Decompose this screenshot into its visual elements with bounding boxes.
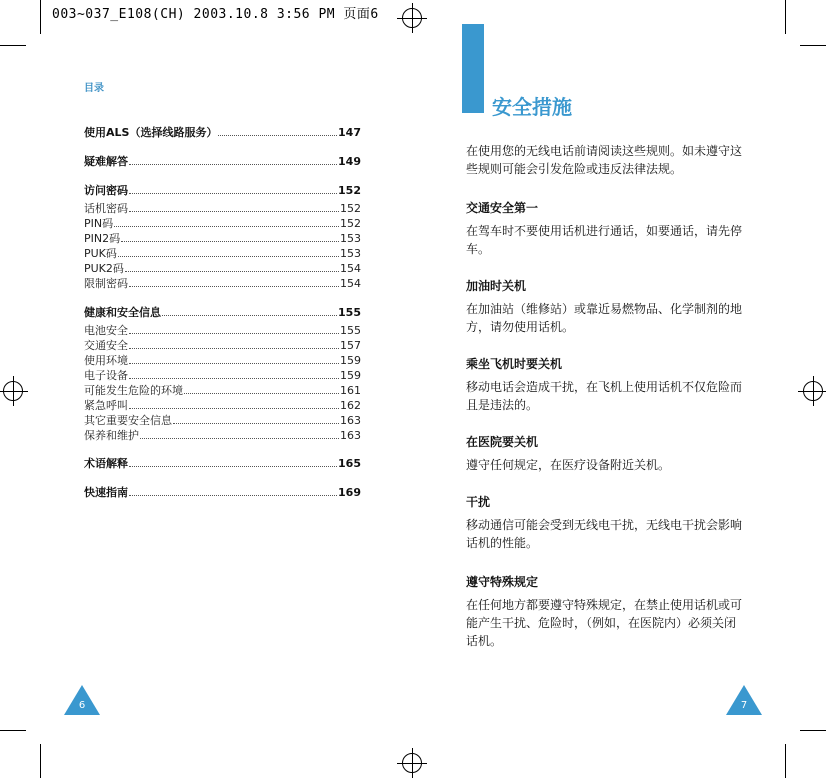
- toc-page: 163: [340, 429, 361, 442]
- leader-dots: [129, 163, 337, 165]
- toc-title: PIN码: [84, 217, 114, 230]
- toc-entry[interactable]: [84, 304, 361, 320]
- section-heading: 交通安全第一: [466, 201, 539, 215]
- section-body: 在加油站（维修站）或靠近易燃物品、化学制剂的地方，请勿使用话机。: [466, 302, 743, 334]
- section-body: 移动电话会造成干扰，在飞机上使用话机不仅危险而且是违法的。: [466, 380, 743, 412]
- leader-dots: [173, 422, 339, 424]
- toc-title: 电子设备: [84, 369, 128, 382]
- toc-page: 153: [340, 247, 361, 260]
- toc-title: 健康和安全信息: [84, 306, 161, 319]
- section-body: 在任何地方都要遵守特殊规定，在禁止使用话机或可能产生干扰、危险时，（例如，在医院内）必须关闭话机。: [466, 598, 743, 648]
- toc-page: 155: [338, 306, 361, 319]
- toc-title: 电池安全: [84, 324, 128, 337]
- toc-title: 可能发生危险的环境: [84, 384, 183, 397]
- leader-dots: [129, 377, 339, 379]
- registration-mark-icon: [803, 381, 823, 401]
- leader-dots: [129, 494, 337, 496]
- section-heading: 乘坐飞机时要关机: [466, 357, 563, 371]
- toc-page: 152: [340, 217, 361, 230]
- toc-page: 165: [338, 457, 361, 470]
- toc-entry[interactable]: [84, 124, 361, 140]
- leader-dots: [218, 134, 337, 136]
- leader-dots: [129, 407, 339, 409]
- leader-dots: [129, 192, 337, 194]
- toc-page: 157: [340, 339, 361, 352]
- toc-entry[interactable]: [84, 215, 361, 231]
- toc-entry[interactable]: [84, 382, 361, 398]
- crop-mark: [0, 45, 26, 46]
- toc-entry[interactable]: [84, 352, 361, 368]
- toc-page: 161: [340, 384, 361, 397]
- crop-mark: [800, 45, 826, 46]
- toc-entry[interactable]: [84, 397, 361, 413]
- leader-dots: [129, 362, 339, 364]
- toc-title: PIN2码: [84, 232, 121, 245]
- page-title: 安全措施: [492, 95, 572, 119]
- toc-page: 154: [340, 277, 361, 290]
- intro-paragraph: 在使用您的无线电话前请阅读这些规则。如未遵守这些规则可能会引发危险或违反法律法规。: [466, 144, 743, 176]
- toc-title: 交通安全: [84, 339, 128, 352]
- toc-title: 访问密码: [84, 184, 128, 197]
- registration-mark-icon: [402, 8, 422, 28]
- leader-dots: [118, 255, 339, 257]
- toc-title: PUK码: [84, 247, 117, 260]
- leader-dots: [114, 225, 339, 227]
- toc-entry[interactable]: [84, 484, 361, 500]
- crop-mark: [800, 730, 826, 731]
- leader-dots: [129, 210, 339, 212]
- toc-entry[interactable]: [84, 337, 361, 353]
- toc-entry[interactable]: [84, 200, 361, 216]
- leader-dots: [184, 392, 339, 394]
- toc-entry[interactable]: [84, 412, 361, 428]
- crop-mark: [40, 0, 41, 34]
- toc-page: 159: [340, 369, 361, 382]
- section-heading: 干扰: [466, 495, 491, 509]
- title-accent-bar: [462, 24, 484, 113]
- section-heading: 在医院要关机: [466, 435, 539, 449]
- page-number: 6: [78, 700, 86, 711]
- leader-dots: [162, 314, 337, 316]
- table-of-contents: [84, 0, 361, 520]
- leader-dots: [121, 240, 339, 242]
- section-label: 目录: [84, 83, 104, 94]
- toc-title: 保养和维护: [84, 429, 139, 442]
- file-header: 003~037_E108(CH) 2003.10.8 3:56 PM 页面6: [52, 7, 379, 22]
- toc-entry[interactable]: [84, 275, 361, 291]
- crop-mark: [40, 744, 41, 778]
- toc-entry[interactable]: [84, 455, 361, 471]
- crop-mark: [785, 744, 786, 778]
- leader-dots: [129, 285, 339, 287]
- toc-page: 147: [338, 126, 361, 139]
- toc-page: 149: [338, 155, 361, 168]
- toc-entry[interactable]: [84, 260, 361, 276]
- toc-title: 疑难解答: [84, 155, 128, 168]
- toc-entry[interactable]: [84, 245, 361, 261]
- toc-page: 152: [338, 184, 361, 197]
- section-heading: 遵守特殊规定: [466, 575, 539, 589]
- leader-dots: [129, 332, 339, 334]
- crop-mark: [785, 0, 786, 34]
- toc-entry[interactable]: [84, 153, 361, 169]
- section-body: 遵守任何规定，在医疗设备附近关机。: [466, 458, 671, 472]
- toc-entry[interactable]: [84, 230, 361, 246]
- leader-dots: [125, 270, 339, 272]
- toc-title: 话机密码: [84, 202, 128, 215]
- toc-title: 其它重要安全信息: [84, 414, 172, 427]
- leader-dots: [140, 437, 339, 439]
- toc-title: 紧急呼叫: [84, 399, 128, 412]
- toc-page: 155: [340, 324, 361, 337]
- toc-title: 使用环境: [84, 354, 128, 367]
- toc-entry[interactable]: [84, 182, 361, 198]
- page-number: 7: [740, 700, 748, 711]
- toc-entry[interactable]: [84, 427, 361, 443]
- toc-page: 154: [340, 262, 361, 275]
- toc-entry[interactable]: [84, 367, 361, 383]
- toc-title: 术语解释: [84, 457, 128, 470]
- toc-title: 快速指南: [84, 486, 128, 499]
- toc-title: PUK2码: [84, 262, 124, 275]
- toc-page: 153: [340, 232, 361, 245]
- toc-page: 163: [340, 414, 361, 427]
- toc-page: 162: [340, 399, 361, 412]
- toc-title: 限制密码: [84, 277, 128, 290]
- toc-page: 169: [338, 486, 361, 499]
- leader-dots: [129, 465, 337, 467]
- crop-mark: [0, 730, 26, 731]
- section-body: 在驾车时不要使用话机进行通话，如要通话，请先停车。: [466, 224, 743, 256]
- toc-title: 使用ALS（选择线路服务）: [84, 126, 218, 139]
- toc-entry[interactable]: [84, 322, 361, 338]
- section-body: 移动通信可能会受到无线电干扰，无线电干扰会影响话机的性能。: [466, 518, 743, 550]
- toc-page: 159: [340, 354, 361, 367]
- registration-mark-icon: [3, 381, 23, 401]
- section-heading: 加油时关机: [466, 279, 527, 293]
- toc-page: 152: [340, 202, 361, 215]
- registration-mark-icon: [402, 753, 422, 773]
- leader-dots: [129, 347, 339, 349]
